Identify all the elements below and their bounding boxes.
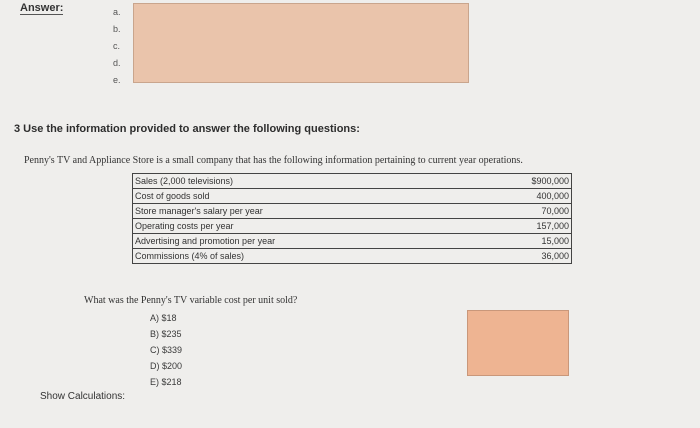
answer-letter: e. xyxy=(113,75,121,85)
question-text: What was the Penny's TV variable cost per unit sold? xyxy=(84,295,298,306)
option-a: A) $18 xyxy=(150,313,177,323)
response-input-box[interactable] xyxy=(467,310,569,376)
option-e: E) $218 xyxy=(150,377,182,387)
answer-options xyxy=(150,310,182,390)
answer-letter: a. xyxy=(113,7,121,17)
show-calculations-label: Show Calculations: xyxy=(40,391,126,402)
table-row xyxy=(133,234,572,249)
row-label: Commissions (4% of sales) xyxy=(133,249,464,264)
option-c: C) $339 xyxy=(150,345,183,355)
option-b: B) $235 xyxy=(150,329,182,339)
row-label: Operating costs per year xyxy=(133,219,464,234)
answer-label: Answer: xyxy=(20,2,64,14)
row-label: Advertising and promotion per year xyxy=(133,234,464,249)
answer-letter: c. xyxy=(113,41,121,51)
table-row xyxy=(133,219,572,234)
financial-data-table xyxy=(132,173,572,264)
row-amount: 36,000 xyxy=(464,249,572,264)
row-amount: 157,000 xyxy=(464,219,572,234)
row-amount: 70,000 xyxy=(464,204,572,219)
table-row xyxy=(133,204,572,219)
row-label: Sales (2,000 televisions) xyxy=(133,174,464,189)
row-label: Store manager's salary per year xyxy=(133,204,464,219)
question-intro: Penny's TV and Appliance Store is a small company that has the following information pertaining to current year operations. xyxy=(24,155,523,166)
option-d: D) $200 xyxy=(150,361,183,371)
row-amount: 400,000 xyxy=(464,189,572,204)
table-row xyxy=(133,189,572,204)
row-amount: $900,000 xyxy=(464,174,572,189)
row-amount: 15,000 xyxy=(464,234,572,249)
answer-letter: b. xyxy=(113,24,121,34)
answer-letter-list xyxy=(113,4,121,89)
question-heading: 3 Use the information provided to answer the following questions: xyxy=(14,123,360,135)
answer-input-box[interactable] xyxy=(133,3,469,83)
row-label: Cost of goods sold xyxy=(133,189,464,204)
table-row xyxy=(133,249,572,264)
table-row xyxy=(133,174,572,189)
answer-letter: d. xyxy=(113,58,121,68)
